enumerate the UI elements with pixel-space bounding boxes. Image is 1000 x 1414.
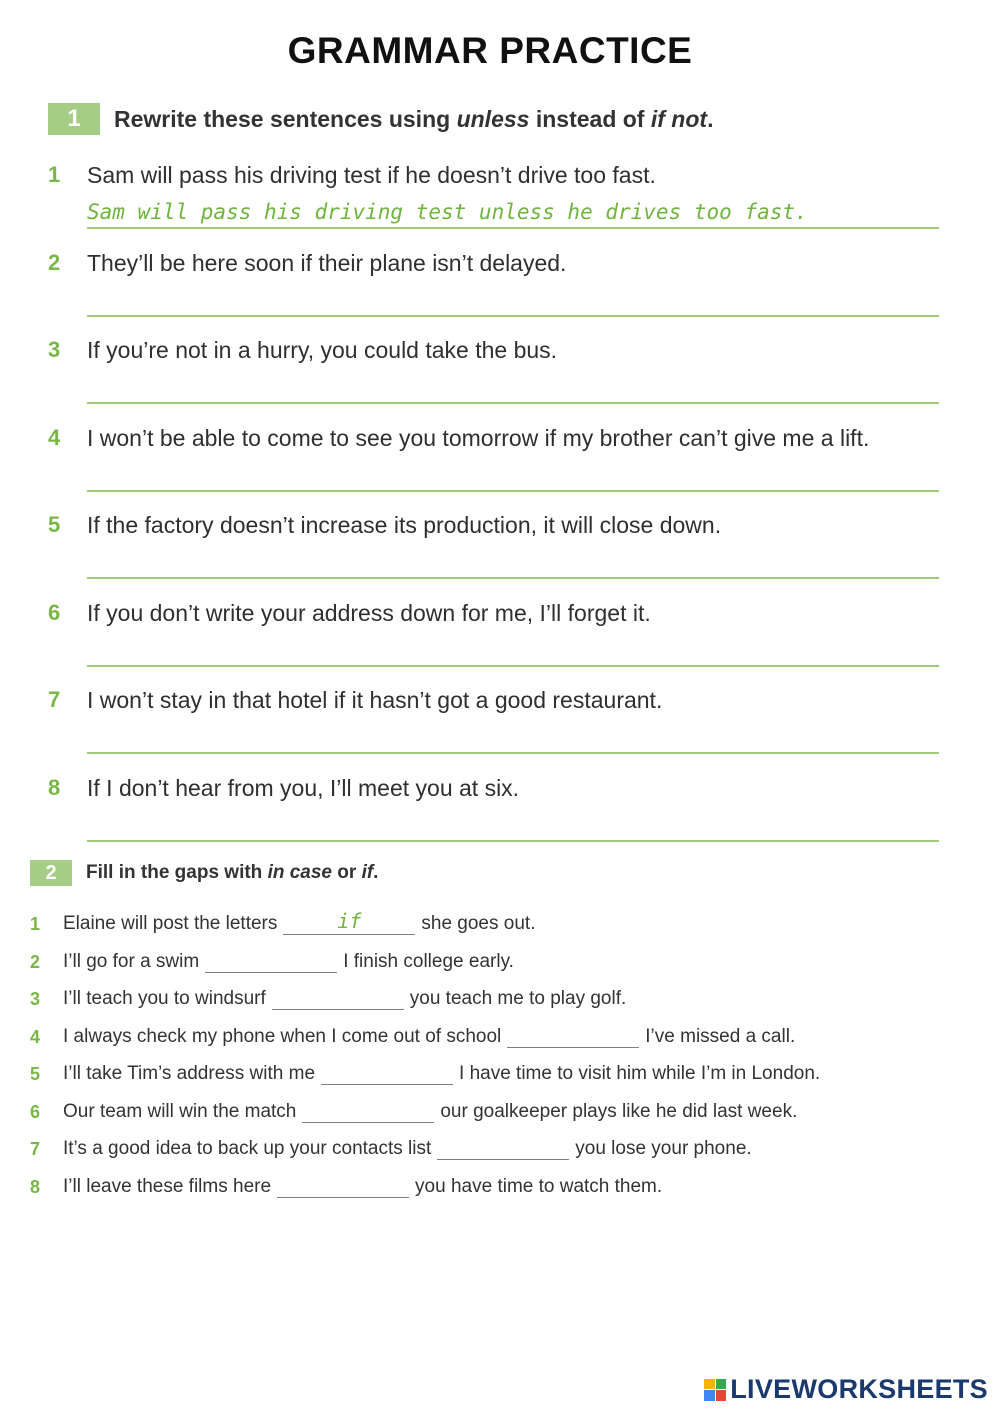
question-text-before: I’ll go for a swim xyxy=(63,951,200,972)
gap-fill-question xyxy=(30,1130,752,1160)
gap-input[interactable] xyxy=(321,1056,453,1085)
logo-text: LIVEWORKSHEETS xyxy=(730,1374,988,1404)
question-number: 5 xyxy=(48,512,61,537)
question-text-after: our goalkeeper plays like he did last week. xyxy=(440,1101,798,1122)
question-number: 2 xyxy=(30,952,41,972)
gap-input[interactable] xyxy=(205,944,337,973)
section-instruction: Rewrite these sentences using unless instead of if not. xyxy=(114,105,714,132)
gap-fill-question xyxy=(30,1093,797,1123)
gap-input[interactable] xyxy=(277,1169,409,1198)
question-text: If the factory doesn’t increase its production, it will close down. xyxy=(87,512,722,538)
page-title: GRAMMAR PRACTICE xyxy=(287,30,693,71)
gap-fill-question xyxy=(30,1055,820,1085)
question-number: 1 xyxy=(30,914,41,934)
gap-fill-question xyxy=(30,905,535,935)
logo-badge-cell xyxy=(716,1379,727,1390)
question-text: They’ll be here soon if their plane isn’t delayed. xyxy=(87,250,567,276)
rewrite-question xyxy=(0,687,1000,775)
answer-input-line[interactable] xyxy=(87,227,939,229)
question-text: If you don’t write your address down for me, I’ll forget it. xyxy=(87,600,651,626)
gap-input[interactable] xyxy=(507,1019,639,1048)
section-2-header xyxy=(30,860,378,886)
question-number: 8 xyxy=(48,775,61,800)
question-text-after: she goes out. xyxy=(421,913,536,934)
question-text-before: It’s a good idea to back up your contacts list xyxy=(63,1138,432,1159)
rewrite-question xyxy=(0,250,1000,338)
question-text: If I don’t hear from you, I’ll meet you at six. xyxy=(87,775,520,801)
question-number: 6 xyxy=(30,1102,41,1122)
question-number: 4 xyxy=(30,1027,41,1047)
question-number: 4 xyxy=(48,425,61,450)
question-number: 2 xyxy=(48,250,61,275)
question-text-after: you teach me to play golf. xyxy=(409,988,627,1009)
logo-badge-cell xyxy=(704,1379,715,1390)
gap-input[interactable] xyxy=(283,906,415,935)
question-text-before: I’ll teach you to windsurf xyxy=(63,988,266,1009)
answer-input-line[interactable] xyxy=(87,840,939,842)
logo-badge-cell xyxy=(716,1390,727,1401)
question-text-before: Our team will win the match xyxy=(63,1101,297,1122)
gap-input[interactable] xyxy=(437,1131,569,1160)
question-text: I won’t be able to come to see you tomorrow if my brother can’t give me a lift. xyxy=(87,425,870,451)
gap-fill-question xyxy=(30,980,626,1010)
logo-badge-cell xyxy=(704,1390,715,1401)
question-text-before: I’ll leave these films here xyxy=(63,1176,272,1197)
section-1-header xyxy=(48,103,713,135)
question-text-after: you lose your phone. xyxy=(575,1138,752,1159)
question-text-after: I have time to visit him while I’m in London. xyxy=(459,1063,821,1084)
question-text-before: Elaine will post the letters xyxy=(63,913,278,934)
answer-input-line[interactable] xyxy=(87,665,939,667)
question-text-before: I’ll take Tim’s address with me xyxy=(63,1063,316,1084)
logo-badge-icon xyxy=(704,1379,726,1401)
answer-input-line[interactable] xyxy=(87,577,939,579)
question-text-before: I always check my phone when I come out of school xyxy=(63,1026,502,1047)
gap-fill-question xyxy=(30,1168,662,1198)
answer-input-line[interactable] xyxy=(87,315,939,317)
answer-input-line[interactable] xyxy=(87,752,939,754)
liveworksheets-logo xyxy=(704,1374,988,1405)
question-number: 8 xyxy=(30,1177,41,1197)
question-text-after: I’ve missed a call. xyxy=(645,1026,796,1047)
question-number: 3 xyxy=(30,989,41,1009)
rewrite-question xyxy=(0,162,1000,250)
rewrite-question xyxy=(0,775,1000,863)
section-number-badge: 2 xyxy=(30,860,72,886)
question-text: If you’re not in a hurry, you could take the bus. xyxy=(87,337,558,363)
gap-fill-question xyxy=(30,1018,795,1048)
question-text: Sam will pass his driving test if he doesn’t drive too fast. xyxy=(87,162,656,188)
rewrite-question xyxy=(0,512,1000,600)
rewrite-question xyxy=(0,337,1000,425)
rewrite-question xyxy=(0,600,1000,688)
question-number: 7 xyxy=(48,687,61,712)
gap-fill-question xyxy=(30,943,514,973)
rewrite-question xyxy=(0,425,1000,513)
section-instruction: Fill in the gaps with in case or if. xyxy=(86,862,379,883)
answer-input-line[interactable] xyxy=(87,490,939,492)
answer-input-line[interactable] xyxy=(87,402,939,404)
question-number: 5 xyxy=(30,1064,41,1084)
question-number: 1 xyxy=(48,162,61,187)
question-text-after: you have time to watch them. xyxy=(415,1176,663,1197)
question-text-after: I finish college early. xyxy=(343,951,514,972)
question-text: I won’t stay in that hotel if it hasn’t got a good restaurant. xyxy=(87,687,663,713)
question-number: 7 xyxy=(30,1139,41,1159)
question-number: 3 xyxy=(48,337,61,362)
gap-input[interactable] xyxy=(302,1094,434,1123)
gap-answer: if xyxy=(337,909,362,933)
gap-input[interactable] xyxy=(272,981,404,1010)
answer-text: Sam will pass his driving test unless he drives too fast. xyxy=(87,200,808,224)
question-number: 6 xyxy=(48,600,61,625)
section-number-badge: 1 xyxy=(48,103,100,135)
